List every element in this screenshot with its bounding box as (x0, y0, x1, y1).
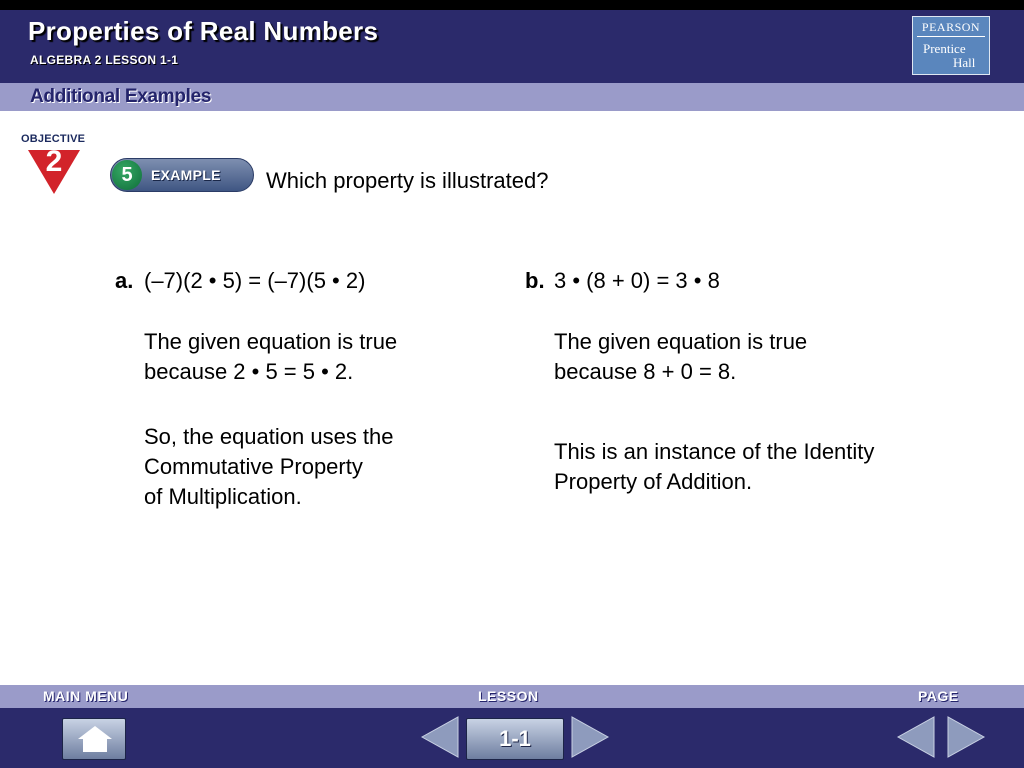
section-label: Additional Examples (30, 86, 212, 107)
lesson-label: LESSON (478, 688, 539, 704)
part-b-reason-line2: because 8 + 0 = 8. (554, 359, 737, 384)
part-b-conclusion-line2: Property of Addition. (554, 469, 753, 494)
part-a-letter: a. (115, 268, 134, 293)
page-prev-button[interactable] (896, 715, 936, 759)
example-badge (110, 158, 254, 192)
objective-badge (18, 133, 94, 195)
logo-text-prentice: Prentice (923, 41, 966, 56)
part-b-conclusion-line1: This is an instance of the Identity (554, 439, 875, 464)
lesson-subtitle: ALGEBRA 2 LESSON 1-1 (30, 53, 179, 67)
logo-text-hall: Hall (953, 55, 976, 70)
main-menu-button[interactable] (62, 718, 126, 760)
section-bar (0, 83, 1024, 111)
lesson-number: 1-1 (466, 718, 564, 760)
part-a-conclusion-line1: So, the equation uses the (144, 424, 394, 449)
part-a-equation: (–7)(2 • 5) = (–7)(5 • 2) (144, 268, 366, 293)
objective-number: 2 (45, 145, 63, 178)
lesson-next-button[interactable] (570, 715, 610, 759)
part-b-reason-line1: The given equation is true (554, 329, 808, 354)
logo-text-pearson: PEARSON (921, 20, 981, 34)
page-title: Properties of Real Numbers (28, 16, 379, 46)
example-question: Which property is illustrated? (266, 168, 549, 193)
example-label: EXAMPLE (151, 167, 221, 183)
home-icon (77, 725, 113, 753)
part-b-equation: 3 • (8 + 0) = 3 • 8 (554, 268, 720, 293)
logo-divider (917, 36, 985, 37)
part-b-letter: b. (525, 268, 545, 293)
lesson-prev-button[interactable] (420, 715, 460, 759)
page-next-button[interactable] (946, 715, 986, 759)
part-a-conclusion-line2: Commutative Property (144, 454, 363, 479)
part-a-reason-line2: because 2 • 5 = 5 • 2. (144, 359, 354, 384)
footer-nav (0, 708, 1024, 768)
main-menu-label: MAIN MENU (43, 688, 129, 704)
footer-label-bar (0, 685, 1024, 708)
objective-label: OBJECTIVE (21, 133, 86, 145)
pearson-logo (912, 16, 990, 75)
page-label: PAGE (918, 688, 959, 704)
header-bar (0, 0, 1024, 83)
example-number: 5 (112, 160, 142, 190)
part-a-conclusion-line3: of Multiplication. (144, 484, 302, 509)
part-a-reason-line1: The given equation is true (144, 329, 398, 354)
